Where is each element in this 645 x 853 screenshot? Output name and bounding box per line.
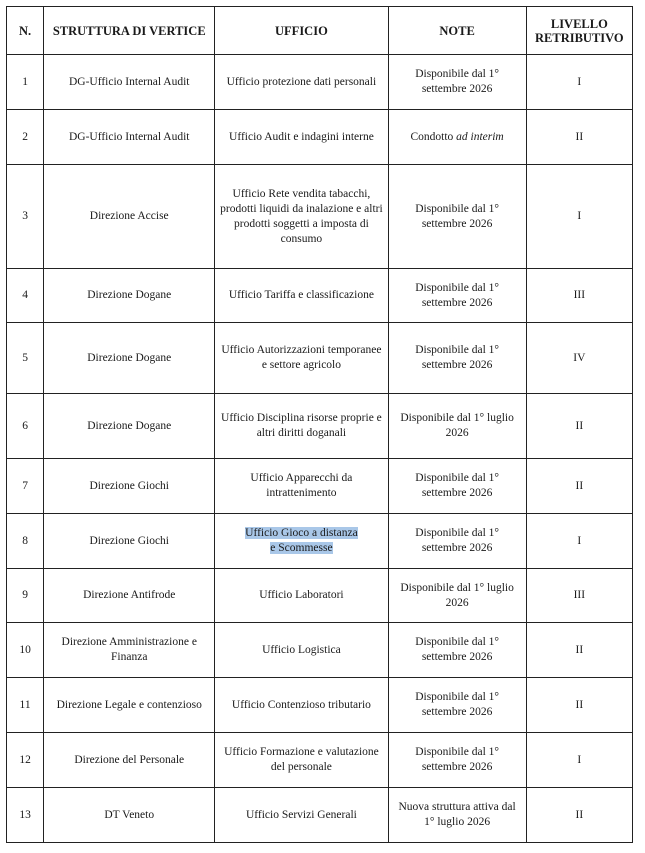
cell-livello: III	[526, 269, 632, 323]
cell-note: Disponibile dal 1° luglio 2026	[388, 569, 526, 623]
cell-livello: I	[526, 165, 632, 269]
cell-note: Nuova struttura attiva dal 1° luglio 2026	[388, 788, 526, 843]
cell-note	[388, 110, 526, 165]
table-row	[7, 678, 633, 733]
cell-livello: IV	[526, 323, 632, 394]
header-n: N.	[7, 7, 44, 55]
cell-struttura: Direzione Amministrazione e Finanza	[44, 623, 215, 678]
cell-n: 4	[7, 269, 44, 323]
cell-livello: III	[526, 569, 632, 623]
cell-struttura: Direzione Dogane	[44, 323, 215, 394]
cell-n: 2	[7, 110, 44, 165]
cell-ufficio: Ufficio Servizi Generali	[215, 788, 388, 843]
cell-n: 3	[7, 165, 44, 269]
cell-livello: I	[526, 514, 632, 569]
table-row	[7, 110, 633, 165]
cell-struttura: DG-Ufficio Internal Audit	[44, 110, 215, 165]
cell-livello: II	[526, 459, 632, 514]
cell-ufficio: Ufficio Rete vendita tabacchi, prodotti liquidi da inalazione e altri prodotti soggetti a imposta di consumo	[215, 165, 388, 269]
cell-livello: II	[526, 110, 632, 165]
cell-livello: II	[526, 788, 632, 843]
cell-struttura: Direzione Dogane	[44, 394, 215, 459]
cell-struttura: Direzione Accise	[44, 165, 215, 269]
cell-note: Disponibile dal 1° settembre 2026	[388, 269, 526, 323]
cell-note: Disponibile dal 1° settembre 2026	[388, 678, 526, 733]
cell-note: Disponibile dal 1° settembre 2026	[388, 55, 526, 110]
note-italic: ad interim	[456, 130, 504, 143]
cell-n: 7	[7, 459, 44, 514]
cell-ufficio: Ufficio Laboratori	[215, 569, 388, 623]
cell-ufficio: Ufficio protezione dati personali	[215, 55, 388, 110]
header-note: NOTE	[388, 7, 526, 55]
table-row	[7, 459, 633, 514]
cell-struttura: DT Veneto	[44, 788, 215, 843]
cell-note: Disponibile dal 1° settembre 2026	[388, 459, 526, 514]
cell-livello: I	[526, 733, 632, 788]
header-ufficio: UFFICIO	[215, 7, 388, 55]
header-livello: LIVELLO RETRIBUTIVO	[526, 7, 632, 55]
table-row	[7, 788, 633, 843]
table-row	[7, 623, 633, 678]
cell-livello: II	[526, 678, 632, 733]
cell-note: Disponibile dal 1° luglio 2026	[388, 394, 526, 459]
cell-livello: II	[526, 394, 632, 459]
cell-struttura: Direzione Giochi	[44, 459, 215, 514]
table-row	[7, 269, 633, 323]
table-row	[7, 514, 633, 569]
cell-n: 11	[7, 678, 44, 733]
cell-ufficio: Ufficio Autorizzazioni temporanee e settore agricolo	[215, 323, 388, 394]
cell-n: 8	[7, 514, 44, 569]
cell-n: 10	[7, 623, 44, 678]
cell-ufficio: Ufficio Formazione e valutazione del personale	[215, 733, 388, 788]
offices-table	[6, 6, 633, 843]
cell-n: 6	[7, 394, 44, 459]
table-row	[7, 733, 633, 788]
table-row	[7, 55, 633, 110]
table-header-row	[7, 7, 633, 55]
cell-struttura: DG-Ufficio Internal Audit	[44, 55, 215, 110]
table-row	[7, 165, 633, 269]
cell-note: Disponibile dal 1° settembre 2026	[388, 165, 526, 269]
cell-ufficio: Ufficio Apparecchi da intrattenimento	[215, 459, 388, 514]
cell-ufficio: Ufficio Audit e indagini interne	[215, 110, 388, 165]
cell-note: Disponibile dal 1° settembre 2026	[388, 514, 526, 569]
cell-note: Disponibile dal 1° settembre 2026	[388, 623, 526, 678]
table-row	[7, 569, 633, 623]
highlighted-text[interactable]: Ufficio Gioco a distanza	[245, 527, 358, 539]
cell-livello: I	[526, 55, 632, 110]
cell-n: 13	[7, 788, 44, 843]
cell-n: 12	[7, 733, 44, 788]
cell-struttura: Direzione del Personale	[44, 733, 215, 788]
highlighted-text[interactable]: e Scommesse	[270, 542, 333, 554]
cell-note: Disponibile dal 1° settembre 2026	[388, 323, 526, 394]
cell-livello: II	[526, 623, 632, 678]
cell-struttura: Direzione Legale e contenzioso	[44, 678, 215, 733]
cell-ufficio: Ufficio Tariffa e classificazione	[215, 269, 388, 323]
table-row	[7, 323, 633, 394]
cell-ufficio: Ufficio Contenzioso tributario	[215, 678, 388, 733]
cell-n: 1	[7, 55, 44, 110]
cell-note: Disponibile dal 1° settembre 2026	[388, 733, 526, 788]
header-struttura: STRUTTURA DI VERTICE	[44, 7, 215, 55]
cell-ufficio	[215, 514, 388, 569]
cell-n: 5	[7, 323, 44, 394]
cell-struttura: Direzione Antifrode	[44, 569, 215, 623]
table-row	[7, 394, 633, 459]
cell-n: 9	[7, 569, 44, 623]
note-prefix: Condotto	[410, 130, 457, 143]
cell-struttura: Direzione Dogane	[44, 269, 215, 323]
cell-ufficio: Ufficio Logistica	[215, 623, 388, 678]
cell-ufficio: Ufficio Disciplina risorse proprie e altri diritti doganali	[215, 394, 388, 459]
cell-struttura: Direzione Giochi	[44, 514, 215, 569]
